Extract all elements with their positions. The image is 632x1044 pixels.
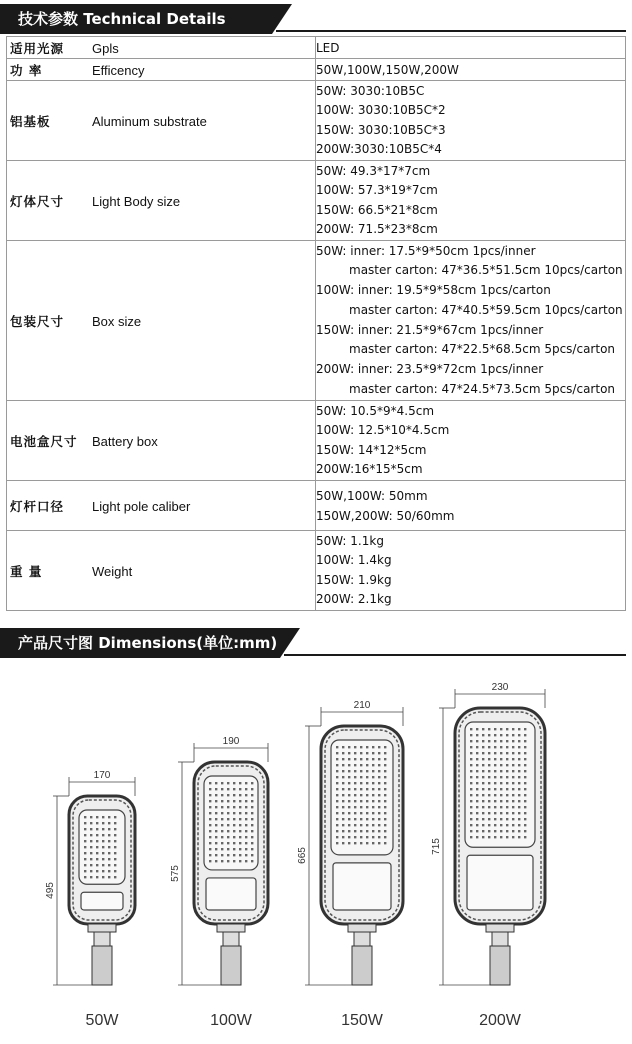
spec-value-cell [316,241,626,401]
spec-value-cell [316,81,626,161]
spec-table [6,36,626,611]
spec-label-en: Weight [92,563,133,579]
spec-value-cell [316,59,626,81]
spec-row [7,481,626,531]
pole [490,946,510,985]
spec-label-en: Aluminum substrate [92,113,207,129]
spec-value: master carton: 47*40.5*59.5cm 10pcs/carton [349,302,623,317]
height-label: 495 [45,882,56,899]
spec-value: 200W:16*15*5cm [316,462,423,476]
pole-clamp [223,932,239,946]
spec-value: 50W,100W,150W,200W [316,62,459,77]
spec-value: master carton: 47*22.5*68.5cm 5pcs/carton [349,342,616,357]
spec-row [7,401,626,481]
led-panel [204,776,258,870]
spec-label-cell [7,241,316,401]
width-label: 230 [491,682,509,693]
spec-value: 150W: 14*12*5cm [316,442,427,457]
spec-label-en: Gpls [92,40,119,56]
spec-label-cn: 电池盒尺寸 [10,433,78,449]
pole [92,946,112,985]
spec-value: 200W: 71.5*23*8cm [316,222,438,236]
power-label: 100W [210,1012,252,1029]
width-label: 190 [222,736,240,747]
spec-row [7,531,626,611]
spec-label-cell [7,481,316,531]
spec-value: 50W: 49.3*17*7cm [316,163,431,178]
spec-value: 100W: 12.5*10*4.5cm [316,423,450,437]
spec-value-cell [316,401,626,481]
spec-label-cn: 功 率 [10,62,43,78]
spec-row [7,59,626,81]
section-title: 技术参数 Technical Details [0,4,272,34]
spec-label-en: Efficency [92,62,145,78]
battery-box [467,855,533,910]
spec-label-cn: 适用光源 [10,40,65,56]
spec-value-cell [316,531,626,611]
pole-clamp [94,932,110,946]
spec-value: 200W:3030:10B5C*4 [316,142,442,156]
spec-value: 100W: inner: 19.5*9*58cm 1pcs/carton [316,283,551,297]
spec-value: 50W: 10.5*9*4.5cm [316,403,435,418]
spec-label-cell [7,59,316,81]
spec-label-cn: 铝基板 [10,113,51,129]
header-rule [276,30,626,32]
spec-value: 150W: 3030:10B5C*3 [316,122,446,137]
spec-label-cn: 灯体尺寸 [10,193,65,209]
spec-label-cell [7,37,316,59]
spec-value: 150W: 66.5*21*8cm [316,202,438,217]
spec-row [7,161,626,241]
dimensions-header [0,628,632,658]
spec-row [7,37,626,59]
pole-clamp [354,932,370,946]
battery-box [333,863,391,910]
spec-label-cell [7,161,316,241]
spec-value: 50W: inner: 17.5*9*50cm 1pcs/inner [316,243,536,258]
spec-label-en: Battery box [92,433,158,449]
lamp-neck [348,924,376,932]
battery-box [81,892,123,910]
spec-value: 50W: 3030:10B5C [316,83,425,98]
spec-value-cell [316,37,626,59]
spec-label-cell [7,531,316,611]
height-label: 715 [431,838,442,855]
width-label: 210 [353,700,371,711]
pole [221,946,241,985]
spec-label-en: Light Body size [92,193,181,209]
spec-value: 100W: 57.3*19*7cm [316,183,438,197]
spec-row [7,241,626,401]
section-title: 产品尺寸图 Dimensions(单位:mm) [0,628,280,658]
pole [352,946,372,985]
spec-value: 50W: 1.1kg [316,533,384,548]
spec-value: 150W: 1.9kg [316,572,392,587]
spec-label-cell [7,81,316,161]
header-rule [284,654,626,656]
spec-label-cn: 重 量 [10,563,43,579]
spec-value: 100W: 3030:10B5C*2 [316,103,446,117]
spec-label-cell [7,401,316,481]
spec-value: 100W: 1.4kg [316,553,392,567]
power-label: 150W [341,1012,383,1029]
width-label: 170 [93,770,111,781]
spec-label-en: Box size [92,313,142,329]
lamp-neck [486,924,514,932]
spec-label-en: Light pole caliber [92,498,191,514]
lamp-neck [88,924,116,932]
technical-details-header [0,4,632,34]
dimension-drawings [0,660,632,1010]
lamp-neck [217,924,245,932]
height-label: 575 [170,865,181,882]
battery-box [206,878,256,910]
spec-value-cell [316,481,626,531]
spec-value-cell [316,161,626,241]
spec-value: LED [316,40,340,55]
spec-value: master carton: 47*24.5*73.5cm 5pcs/carton [349,381,616,396]
spec-row [7,81,626,161]
power-label: 50W [85,1012,119,1029]
spec-value: 200W: inner: 23.5*9*72cm 1pcs/inner [316,362,544,376]
spec-value: master carton: 47*36.5*51.5cm 10pcs/carton [349,263,623,278]
spec-value: 200W: 2.1kg [316,592,392,606]
spec-label-cn: 包装尺寸 [10,313,65,329]
spec-value: 150W,200W: 50/60mm [316,508,455,523]
height-label: 665 [297,847,308,864]
pole-clamp [492,932,508,946]
spec-label-cn: 灯杆口径 [10,498,65,514]
spec-value: 150W: inner: 21.5*9*67cm 1pcs/inner [316,322,544,337]
spec-value: 50W,100W: 50mm [316,488,428,503]
power-label: 200W [479,1012,521,1029]
